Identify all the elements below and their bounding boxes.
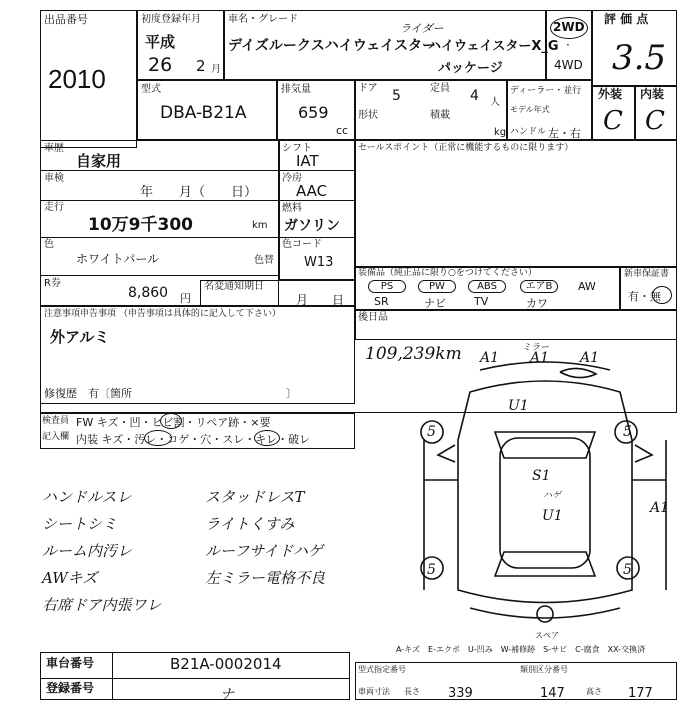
- reg-year: 26: [148, 54, 173, 76]
- equipment-label: SR: [374, 295, 389, 308]
- cap-unit: 人: [490, 97, 500, 108]
- carname-value: デイズルークスハイウェイスター: [228, 38, 437, 54]
- damage-legend: A-キズ E-エクボ U-凹み W-補修跡 S-サビ C-腐食 XX-交換済: [396, 645, 646, 654]
- carname-note: ライダー: [400, 22, 444, 35]
- handwritten-note: スタッドレスT: [205, 488, 305, 506]
- score-label: 評 価 点: [604, 12, 649, 26]
- color-code-value: W13: [304, 255, 334, 270]
- spare-label: スペア: [535, 631, 559, 640]
- lot-label: 出品番号: [44, 13, 88, 26]
- model-value: DBA-B21A: [160, 103, 247, 123]
- lot-value: 2010: [48, 64, 106, 94]
- color-code-label: 色コード: [282, 239, 322, 250]
- row-divider: [40, 237, 279, 238]
- era: 平成: [145, 33, 176, 51]
- recycle-label: R券: [44, 278, 61, 289]
- handle-label: ハンドル: [510, 127, 547, 137]
- handwritten-note: シートシミ: [42, 515, 118, 533]
- damage-mark: 5: [623, 424, 632, 440]
- score-value: 3.5: [612, 38, 667, 78]
- recycle-unit: 円: [180, 292, 191, 305]
- row-divider: [40, 275, 279, 276]
- ext-grade: C: [603, 106, 623, 136]
- reg-month: 2: [196, 57, 206, 75]
- damage-mark-note: ミラー: [522, 343, 550, 353]
- notes-value: 外アルミ: [50, 328, 110, 346]
- ext-int-divider: [634, 86, 636, 140]
- inspector-mark-circle: [254, 430, 280, 446]
- registration-value: ナ: [220, 687, 234, 703]
- door-value: 5: [392, 88, 401, 104]
- fuel-label: 燃料: [282, 203, 302, 214]
- mileage-label: 走行: [44, 202, 64, 213]
- notice-value: 月 日: [296, 293, 345, 307]
- damage-mark: 5: [623, 562, 632, 578]
- handwritten-note: 右席ドア内張ワレ: [42, 596, 162, 614]
- drive-other: 4WD: [554, 58, 583, 72]
- inspector-mark-circle: [144, 430, 172, 446]
- rear-box: [355, 310, 677, 340]
- damage-mark: A1: [650, 500, 670, 516]
- ac-label: 冷房: [282, 173, 302, 184]
- ext-label: 外装: [598, 87, 623, 101]
- int-grade: C: [645, 106, 665, 136]
- shape-label: 形状: [358, 110, 378, 121]
- handwritten-note: 左ミラー電格不良: [205, 569, 326, 587]
- handle-value: 左・右: [548, 127, 581, 140]
- recycle-value: 8,860: [128, 285, 169, 301]
- mileage-value: 10万9千300: [88, 215, 193, 235]
- damage-mark: A1: [480, 350, 500, 366]
- handwritten-note: ハンドルスレ: [42, 488, 132, 506]
- equipment-chip: エアB: [520, 280, 558, 293]
- model-year-label: モデル年式: [510, 105, 550, 114]
- inspector-label-1: 検査員: [42, 416, 70, 426]
- history-value: 自家用: [76, 152, 122, 170]
- damage-mark: U1: [542, 508, 563, 524]
- handwritten-note: ライトくすみ: [205, 515, 295, 533]
- handwritten-note: AWキズ: [42, 569, 98, 587]
- equipment-label: ナビ: [424, 297, 446, 310]
- width-value: 147: [540, 686, 565, 701]
- damage-mark: 5: [427, 424, 436, 440]
- disp-label: 排気量: [281, 84, 311, 95]
- row-divider: [279, 237, 355, 238]
- disp-value: 659: [298, 103, 329, 122]
- designation-label: 型式指定番号: [358, 665, 406, 674]
- disp-unit: cc: [336, 124, 349, 137]
- drive-dot: ·: [566, 38, 570, 52]
- ac-value: AAC: [296, 182, 328, 200]
- chassis-divider: [40, 678, 350, 679]
- new-car-label: 新車保証書: [624, 269, 670, 279]
- equipment-chip: AW: [578, 280, 596, 293]
- damage-mark: A1: [580, 350, 600, 366]
- row-divider: [40, 170, 279, 171]
- shift-label: シフト: [282, 143, 312, 154]
- equipment-label: 装備品（純正品に限り○をつけてください）: [358, 268, 537, 278]
- rear-label: 後日品: [358, 312, 388, 323]
- dimension-label: 車両寸法: [358, 687, 390, 696]
- cap-label: 定員: [430, 83, 450, 94]
- handwritten-note: ルーフサイドハゲ: [205, 542, 323, 560]
- door-label: ドア: [358, 83, 378, 94]
- sales-box: [355, 140, 677, 267]
- equipment-label: カワ: [526, 297, 548, 310]
- color-value: ホワイトパール: [76, 252, 160, 266]
- equipment-chip: PS: [368, 280, 406, 293]
- int-label: 内装: [640, 87, 665, 101]
- new-car-selected-circle: [652, 286, 672, 304]
- damage-mark: S1: [532, 468, 551, 484]
- inspection-value: 年 月（ 日）: [140, 185, 258, 200]
- damage-mark: U1: [508, 398, 529, 414]
- damage-mark: A1: [530, 350, 550, 366]
- height-value: 177: [628, 686, 653, 701]
- sales-label: セールスポイント（正常に機能するものに限ります）: [358, 143, 574, 153]
- color-change-label: 色替: [254, 255, 274, 266]
- chassis-label: 車台番号: [46, 656, 95, 670]
- new-car-value: 有・無: [628, 290, 661, 303]
- row-divider: [279, 170, 355, 171]
- length-label: 長さ: [404, 687, 420, 696]
- row-divider: [40, 200, 279, 201]
- mileage-unit: km: [252, 220, 268, 231]
- color-label: 色: [44, 239, 54, 250]
- inspector-row-2: 内装 キズ・汚レ・コゲ・穴・スレ・キレ・破レ: [76, 433, 311, 446]
- inspector-row-1: FW キズ・凹・ヒビ割・リペア跡・×要: [76, 416, 271, 429]
- length-value: 339: [448, 686, 473, 701]
- dealer-label: ディーラー・並行: [510, 86, 582, 96]
- chassis-value: B21A-0002014: [170, 655, 282, 673]
- shift-value: IAT: [296, 152, 319, 170]
- grade-value: ハイウェイスターX_G: [428, 39, 559, 54]
- model-label: 型式: [141, 84, 161, 95]
- notice-label: 名変通知期日: [204, 281, 264, 292]
- chassis-label-divider: [112, 652, 113, 700]
- handwritten-note: ルーム内汚レ: [42, 542, 133, 560]
- cap-value: 4: [470, 88, 479, 104]
- damage-mark: 5: [427, 562, 436, 578]
- inspection-label: 車検: [44, 173, 64, 184]
- load-unit: kg: [494, 127, 507, 138]
- fuel-value: ガソリン: [284, 218, 340, 234]
- inspector-mark-circle: [160, 413, 182, 429]
- load-label: 積載: [430, 110, 450, 121]
- height-label: 高さ: [586, 687, 602, 696]
- history-label: 車歴: [44, 143, 64, 154]
- first-reg-label: 初度登録年月: [141, 14, 201, 25]
- carname-label: 車名・グレード: [228, 14, 298, 25]
- package-value: パッケージ: [438, 61, 503, 76]
- notes-label: 注意事項申告事項 （申告事項は具体的に記入して下さい）: [44, 309, 281, 319]
- inspector-label-2: 記入欄: [42, 432, 70, 442]
- damage-mark-note: ハゲ: [543, 491, 562, 501]
- reg-month-suffix: 月: [211, 64, 221, 75]
- drive-selected: 2WD: [553, 20, 585, 34]
- category-label: 類別区分番号: [520, 665, 568, 674]
- equipment-chip: PW: [418, 280, 456, 293]
- diagram-top-note: 109,239km: [365, 344, 462, 364]
- equipment-chip: ABS: [468, 280, 506, 293]
- row-divider: [279, 200, 355, 201]
- repair-label: 修復歴 有〔箇所 〕: [44, 387, 297, 400]
- equipment-label: TV: [474, 295, 489, 308]
- registration-label: 登録番号: [46, 681, 95, 695]
